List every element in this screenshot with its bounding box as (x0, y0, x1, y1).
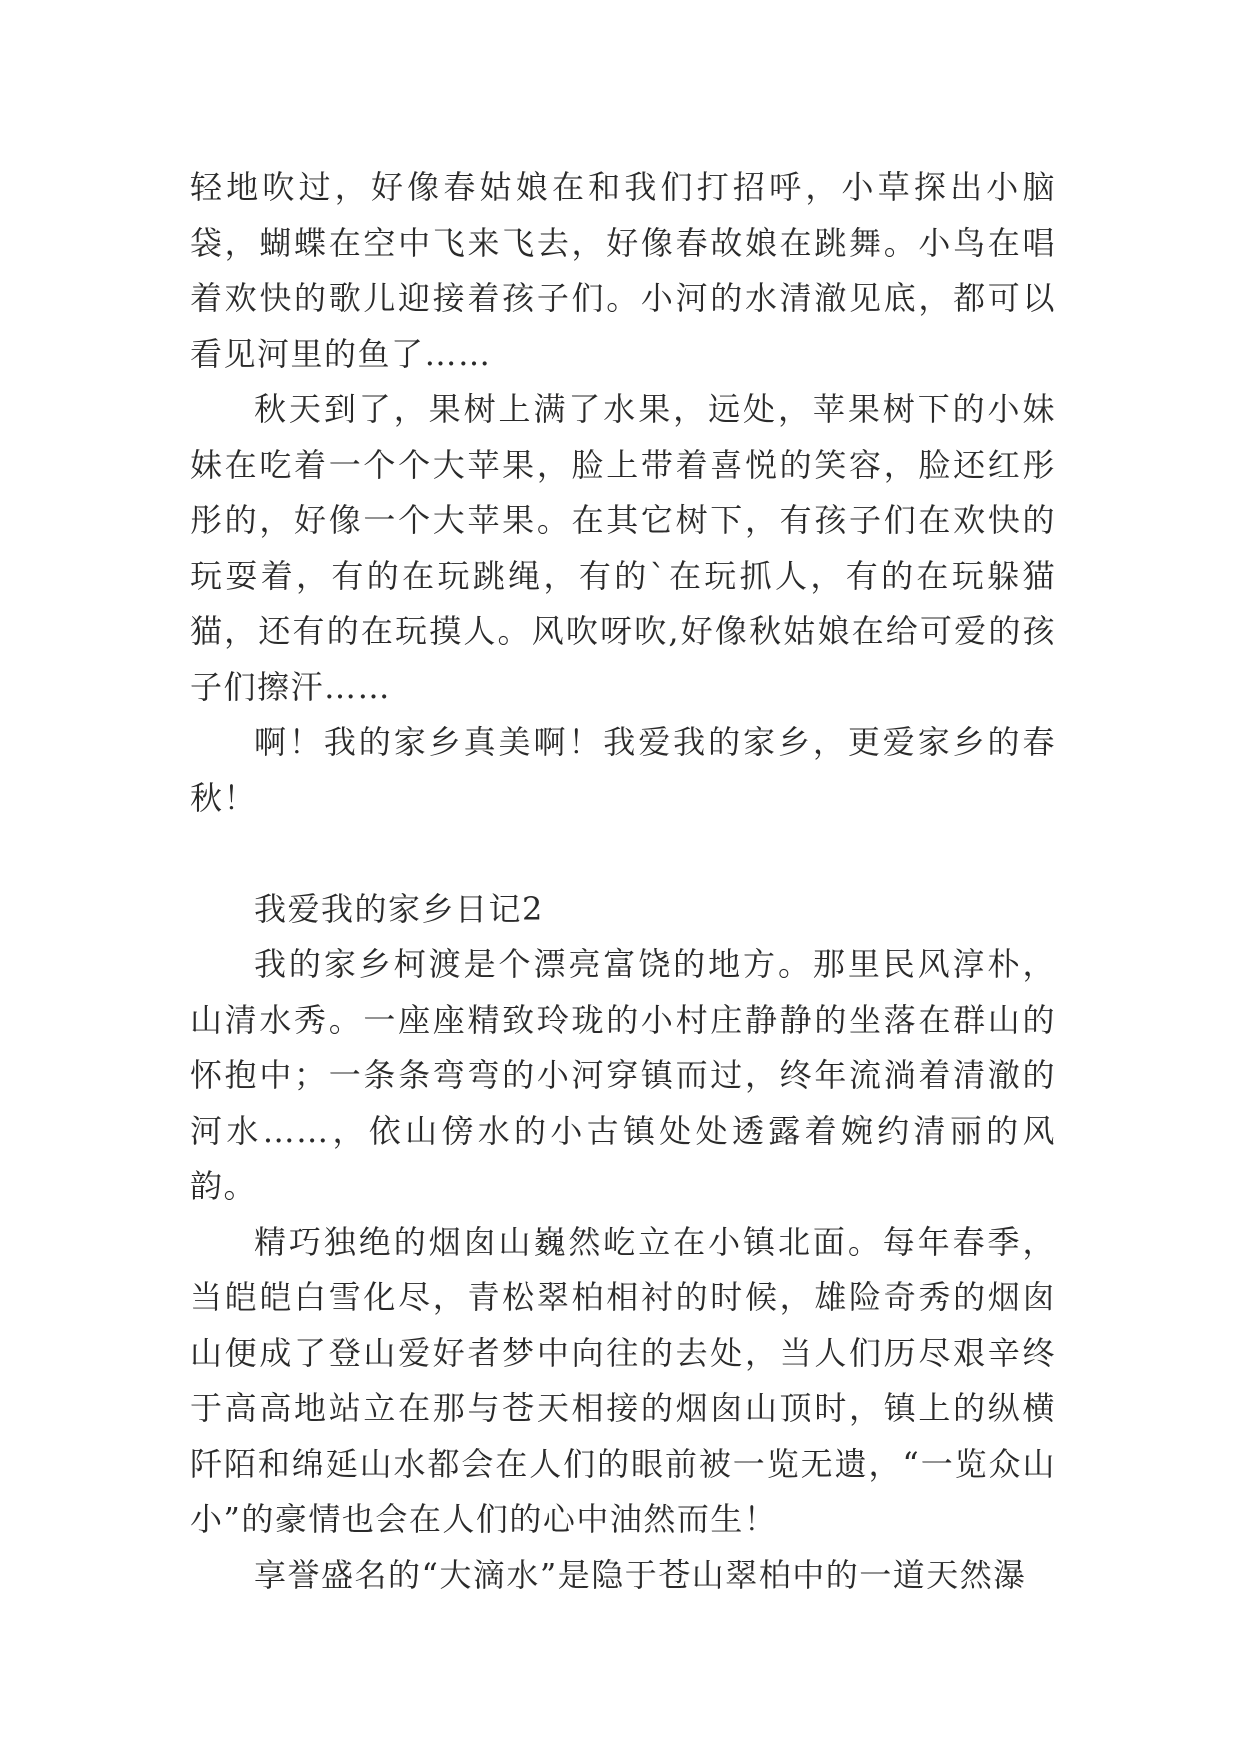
blank-line (190, 826, 1056, 882)
paragraph-autumn: 秋天到了，果树上满了水果，远处，苹果树下的小妹妹在吃着一个个大苹果，脸上带着喜悦的笑容，脸还红彤彤的，好像一个大苹果。在其它树下，有孩子们在欢快的玩耍着，有的在玩跳绳，有的`在玩抓人，有的在玩躲猫猫，还有的在玩摸人。风吹呀吹,好像秋姑娘在给可爱的孩子们擦汗…… (190, 390, 1056, 706)
document-body (190, 160, 1056, 1603)
paragraph-big-waterfall: 享誉盛名的“大滴水”是隐于苍山翠柏中的一道天然瀑 (254, 1555, 1027, 1594)
section-title: 我爱我的家乡日记2 (254, 889, 544, 928)
paragraph-conclusion: 啊！我的家乡真美啊！我爱我的家乡，更爱家乡的春秋！ (190, 723, 1056, 817)
paragraph-spring-continued: 轻地吹过，好像春姑娘在和我们打招呼，小草探出小脑袋，蝴蝶在空中飞来飞去，好像春故娘在跳舞。小鸟在唱着欢快的歌儿迎接着孩子们。小河的水清澈见底，都可以看见河里的鱼了…… (190, 168, 1056, 373)
paragraph-hometown-intro: 我的家乡柯渡是个漂亮富饶的地方。那里民风淳朴，山清水秀。一座座精致玲珑的小村庄静静的坐落在群山的怀抱中；一条条弯弯的小河穿镇而过，终年流淌着清澈的河水……，依山傍水的小古镇处处透露着婉约清丽的风韵。 (190, 945, 1056, 1205)
paragraph-chimney-mountain: 精巧独绝的烟囱山巍然屹立在小镇北面。每年春季，当皑皑白雪化尽，青松翠柏相衬的时候，雄险奇秀的烟囱山便成了登山爱好者梦中向往的去处，当人们历尽艰辛终于高高地站立在那与苍天相接的烟囱山顶时，镇上的纵横阡陌和绵延山水都会在人们的眼前被一览无遗，“一览众山小”的豪情也会在人们的心中油然而生！ (190, 1222, 1056, 1538)
